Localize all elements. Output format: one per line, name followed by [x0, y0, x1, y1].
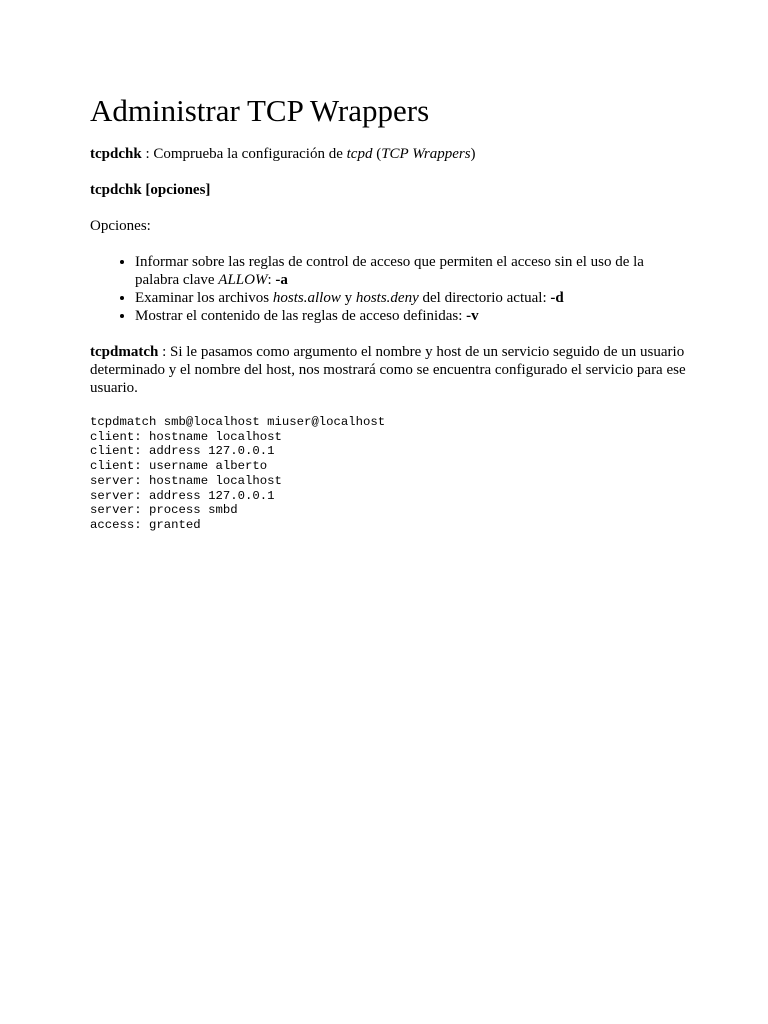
list-item: [135, 289, 690, 307]
code-line: server: process smbd: [90, 503, 238, 518]
tcpdchk-desc-text: : Comprueba la configuración de: [141, 146, 347, 162]
open-paren: (: [372, 146, 382, 162]
tcpdmatch-description: [90, 343, 690, 397]
document-content: [90, 92, 690, 533]
option-flag: -d: [550, 290, 564, 306]
code-block: [90, 415, 690, 533]
allow-keyword: ALLOW: [218, 272, 268, 288]
code-line: client: address 127.0.0.1: [90, 444, 275, 459]
tcp-wrappers-term: TCP Wrappers: [381, 146, 471, 162]
option-text: Mostrar el contenido de las reglas de acceso definidas:: [135, 308, 467, 324]
code-line: client: hostname localhost: [90, 429, 282, 444]
option-flag: -v: [466, 308, 479, 324]
syntax-text: tcpdchk [opciones]: [90, 182, 211, 198]
code-line: client: username alberto: [90, 459, 268, 474]
page-title: Administrar TCP Wrappers: [90, 93, 430, 128]
close-paren: ): [470, 146, 476, 162]
code-line: server: address 127.0.0.1: [90, 488, 275, 503]
list-item: [135, 307, 690, 325]
tcpdmatch-command: tcpdmatch: [90, 344, 159, 360]
file-name: hosts.allow: [272, 290, 341, 306]
code-line: access: granted: [90, 517, 201, 532]
file-name: hosts.deny: [355, 290, 419, 306]
tcpdchk-command: tcpdchk: [90, 146, 142, 162]
option-text: Examinar los archivos: [135, 290, 273, 306]
options-list: [90, 253, 690, 325]
list-item: [135, 253, 690, 289]
tcpdchk-description: [90, 145, 690, 163]
option-sep: :: [267, 272, 276, 288]
tcpdmatch-desc-text: : Si le pasamos como argumento el nombre y host de un servicio seguido de un usuario determinado y el nombre del host, nos mostrará como se encuentra configurado el servicio para ese usuario.: [90, 344, 686, 396]
syntax-line: [90, 181, 690, 199]
option-text: Informar sobre las reglas de control de acceso que permiten el acceso sin el uso de la palabra clave: [135, 254, 644, 288]
option-flag: -a: [275, 272, 288, 288]
tcpd-term: tcpd: [346, 146, 373, 162]
code-line: tcpdmatch smb@localhost miuser@localhost: [90, 415, 386, 429]
option-and: y: [340, 290, 356, 306]
options-label: Opciones:: [90, 218, 151, 234]
option-text: del directorio actual:: [418, 290, 551, 306]
code-line: server: hostname localhost: [90, 473, 282, 488]
